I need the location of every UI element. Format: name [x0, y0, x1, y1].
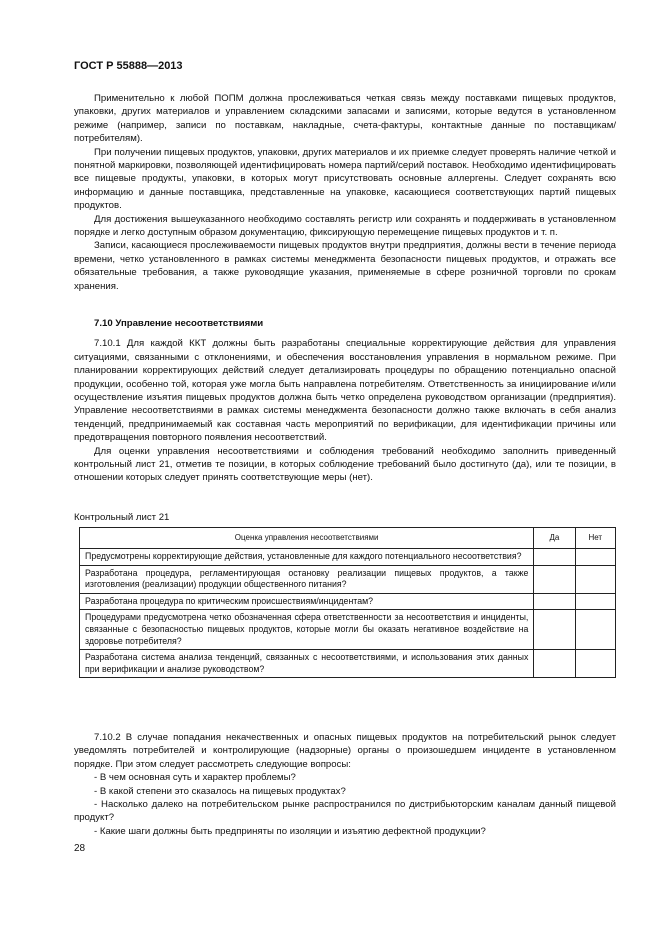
intro-text-block — [74, 92, 616, 293]
yes-cell[interactable] — [534, 549, 575, 566]
table-row — [80, 650, 616, 678]
table-header-row — [80, 528, 616, 549]
section-paragraph: Для оценки управления несоответствиями и соблюдения требований необходимо заполнить приведенный контрольный лист 21, отметив те позиции, в которых соблюдение требований было достигнуто (да), или те позиции, в отношении которых следует принять соответствующие меры (нет). — [74, 445, 616, 484]
yes-cell[interactable] — [534, 565, 575, 593]
question-cell: Разработана система анализа тенденций, связанных с несоответствиями, и использования этих данных при верификации и анализе руководством? — [80, 650, 534, 678]
no-cell[interactable] — [575, 650, 615, 678]
table-row — [80, 593, 616, 610]
question-cell: Предусмотрены корректирующие действия, установленные для каждого потенциального несоответствия? — [80, 549, 534, 566]
intro-paragraph: При получении пищевых продуктов, упаковки, других материалов и их приемке следует проверять наличие четкой и понятной маркировки, позволяющей идентифицировать номера партий/серий поставок. Необходимо идентифицировать все пищевые продукты, упаковки, в которых могут присутствовать основные аллергены. Следует сохранять всю информацию и данные поставщика, представленные на упаковке, касающиеся соответствующих партий пищевых продуктов. — [74, 146, 616, 212]
intro-paragraph: Для достижения вышеуказанного необходимо составлять регистр или сохранять и поддерживать в установленном порядке и легко доступным образом документацию, фиксирующую перемещение пищевых продуктов и т. п. — [74, 213, 616, 239]
no-cell[interactable] — [575, 610, 615, 650]
question-cell: Разработана процедура, регламентирующая остановку реализации пищевых продуктов, а также изготовления (реализации) продукции общественного питания? — [80, 565, 534, 593]
yes-cell[interactable] — [534, 650, 575, 678]
checklist-caption: Контрольный лист 21 — [74, 512, 170, 523]
intro-paragraph: Применительно к любой ПОПМ должна прослеживаться четкая связь между поставками пищевых продуктов, упаковки, других материалов и управлением складскими запасами и записями, которые ведутся в установленном режиме (например, записи по поставкам, накладные, счета-фактуры, контактные данные по поставщикам/потребителям). — [74, 93, 616, 145]
document-header: ГОСТ Р 55888—2013 — [74, 60, 183, 72]
section-title: 7.10 Управление несоответствиями — [94, 318, 264, 329]
section-block — [74, 317, 616, 485]
table-row — [80, 565, 616, 593]
question-cell: Процедурами предусмотрена четко обозначенная сфера ответственности за несоответствия и инциденты, связанные с безопасностью пищевых продуктов, которые могли бы оказать негативное воздействие на здоровье потребителя? — [80, 610, 534, 650]
header-yes: Да — [534, 528, 575, 549]
list-item: - Насколько далеко на потребительском рынке распространился по дистрибьюторским каналам данный пищевой продукт? — [74, 799, 616, 824]
after-paragraph: 7.10.2 В случае попадания некачественных и опасных пищевых продуктов на потребительский рынок следует уведомлять потребителей и контролирующие (надзорные) органы о произошедшем инциденте в установленном порядке. При этом следует рассмотреть следующие вопросы: — [74, 732, 616, 770]
header-no: Нет — [575, 528, 615, 549]
section-paragraph: 7.10.1 Для каждой ККТ должны быть разработаны специальные корректирующие действия для управления ситуациями, связанными с отклонениями, и обеспечения восстановления управления в нормальном режиме. При планировании корректирующих действий следует детализировать процедуры по обращению потенциально опасной продукции, особенно той, которая уже могла быть направлена потребителям. Ответственность за инициирование и/или осуществление изъятия пищевых продуктов должна быть четко определена руководством организации (предприятия). Управление несоответствиями в рамках системы менеджмента безопасности должно также включать в себя анализ тенденций, предпринимаемый как составная часть мероприятий по верификации, для идентификации причины или предотвращения повторного появления несоответствий. — [74, 338, 616, 444]
list-item: - В чем основная суть и характер проблемы? — [94, 772, 296, 784]
question-list — [74, 771, 616, 838]
table-row — [80, 610, 616, 650]
no-cell[interactable] — [575, 593, 615, 610]
intro-paragraph: Записи, касающиеся прослеживаемости пищевых продуктов внутри предприятия, должны вести в течение периода времени, четко установленного в рамках системы менеджмента безопасности пищевых продуктов, и отражать все обязательные требования, а также руководящие указания, применяемые в сфере розничной торговли по срокам хранения. — [74, 240, 616, 292]
after-text-block — [74, 731, 616, 838]
question-cell: Разработана процедура по критическим происшествиям/инцидентам? — [80, 593, 534, 610]
no-cell[interactable] — [575, 549, 615, 566]
table-row — [80, 549, 616, 566]
yes-cell[interactable] — [534, 593, 575, 610]
header-question: Оценка управления несоответствиями — [80, 528, 534, 549]
no-cell[interactable] — [575, 565, 615, 593]
page-number: 28 — [74, 843, 86, 854]
list-item: - В какой степени это сказалось на пищевых продуктах? — [94, 785, 346, 797]
yes-cell[interactable] — [534, 610, 575, 650]
checklist-table — [79, 527, 616, 678]
list-item: - Какие шаги должны быть предприняты по изоляции и изъятию дефектной продукции? — [94, 825, 486, 837]
